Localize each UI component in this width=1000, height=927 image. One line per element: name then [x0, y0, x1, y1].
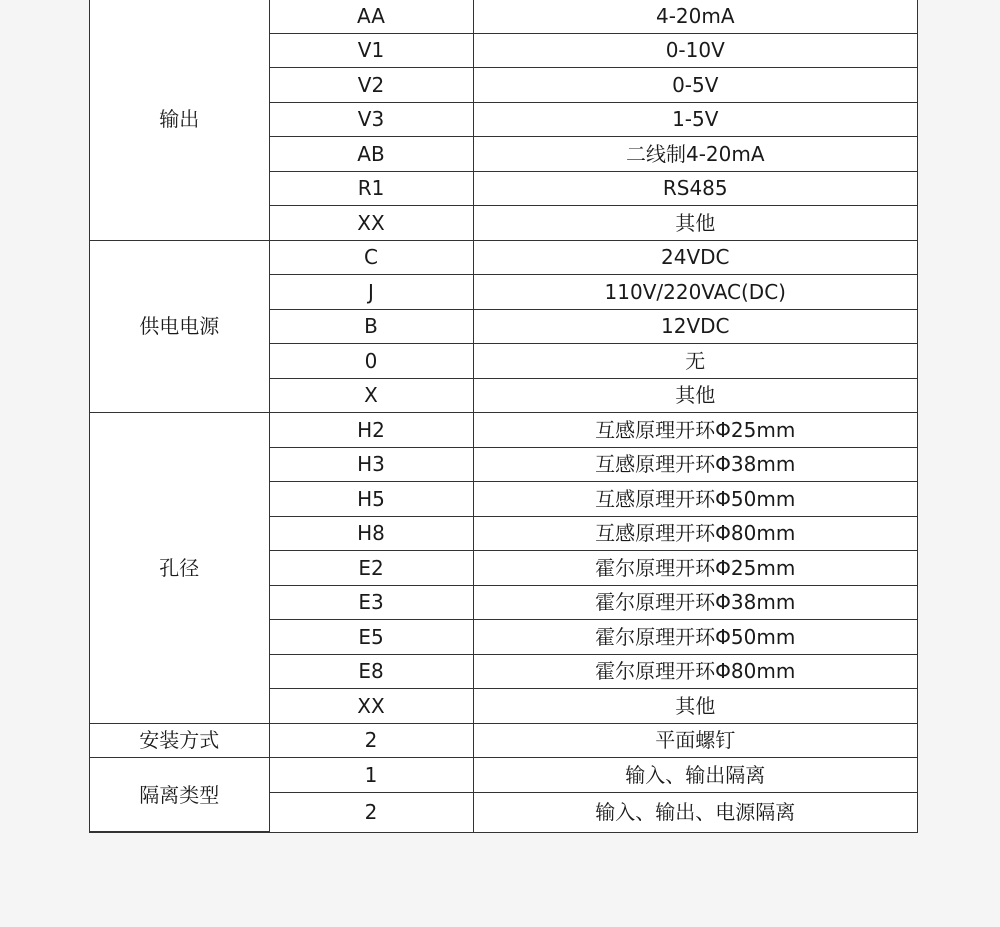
description-cell: 12VDC — [473, 309, 917, 344]
code-cell: 1 — [269, 758, 473, 793]
description-cell: 互感原理开环Φ50mm — [473, 482, 917, 517]
description-cell: 互感原理开环Φ80mm — [473, 516, 917, 551]
code-cell: H2 — [269, 413, 473, 448]
code-cell: 2 — [269, 723, 473, 758]
description-cell: 4-20mA — [473, 0, 917, 33]
description-cell: 0-5V — [473, 68, 917, 103]
description-cell: 110V/220VAC(DC) — [473, 275, 917, 310]
code-cell: AB — [269, 137, 473, 172]
code-cell: 0 — [269, 344, 473, 379]
code-cell: R1 — [269, 171, 473, 206]
description-cell: RS485 — [473, 171, 917, 206]
code-cell: H8 — [269, 516, 473, 551]
description-cell: 霍尔原理开环Φ50mm — [473, 620, 917, 655]
code-cell: J — [269, 275, 473, 310]
description-cell: 无 — [473, 344, 917, 379]
description-cell: 其他 — [473, 689, 917, 724]
description-cell: 输入、输出、电源隔离 — [473, 792, 917, 832]
code-cell: AA — [269, 0, 473, 33]
table-row — [90, 0, 917, 33]
code-cell: H5 — [269, 482, 473, 517]
code-cell: H3 — [269, 447, 473, 482]
code-cell: V1 — [269, 33, 473, 68]
description-cell: 霍尔原理开环Φ80mm — [473, 654, 917, 689]
code-cell: E3 — [269, 585, 473, 620]
table-row — [90, 758, 917, 793]
description-cell: 0-10V — [473, 33, 917, 68]
spec-table-container — [89, 0, 918, 833]
description-cell: 互感原理开环Φ25mm — [473, 413, 917, 448]
category-cell: 供电电源 — [90, 240, 269, 413]
code-cell: E8 — [269, 654, 473, 689]
category-cell: 输出 — [90, 0, 269, 240]
description-cell: 其他 — [473, 378, 917, 413]
description-cell: 输入、输出隔离 — [473, 758, 917, 793]
table-row — [90, 240, 917, 275]
code-cell: X — [269, 378, 473, 413]
description-cell: 平面螺钉 — [473, 723, 917, 758]
description-cell: 互感原理开环Φ38mm — [473, 447, 917, 482]
code-cell: V3 — [269, 102, 473, 137]
code-cell: E2 — [269, 551, 473, 586]
code-cell: E5 — [269, 620, 473, 655]
table-row — [90, 413, 917, 448]
description-cell: 其他 — [473, 206, 917, 241]
code-cell: 2 — [269, 792, 473, 832]
description-cell: 霍尔原理开环Φ38mm — [473, 585, 917, 620]
spec-table-body — [90, 0, 917, 832]
code-cell: XX — [269, 689, 473, 724]
table-row — [90, 723, 917, 758]
description-cell: 24VDC — [473, 240, 917, 275]
description-cell: 二线制4-20mA — [473, 137, 917, 172]
category-cell: 孔径 — [90, 413, 269, 724]
category-cell: 隔离类型 — [90, 758, 269, 832]
description-cell: 1-5V — [473, 102, 917, 137]
code-cell: XX — [269, 206, 473, 241]
page-background-bottom — [0, 848, 1000, 927]
code-cell: C — [269, 240, 473, 275]
code-cell: V2 — [269, 68, 473, 103]
code-cell: B — [269, 309, 473, 344]
description-cell: 霍尔原理开环Φ25mm — [473, 551, 917, 586]
category-cell: 安装方式 — [90, 723, 269, 758]
spec-table — [90, 0, 917, 832]
